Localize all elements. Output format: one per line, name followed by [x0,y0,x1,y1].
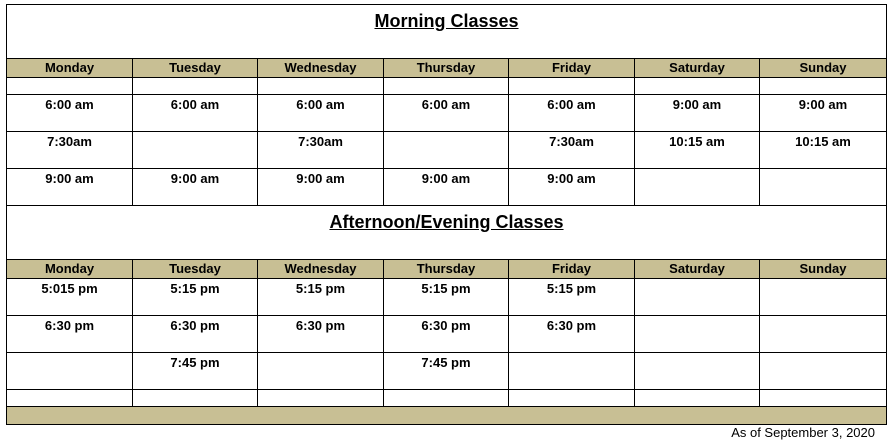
table-row [7,169,887,206]
empty-cell [133,390,258,407]
bottom-bar-row [7,407,887,425]
time-cell [133,132,258,169]
time-cell: 6:30 pm [509,316,635,353]
time-cell: 6:00 am [258,95,384,132]
schedule-table [6,4,887,425]
time-cell: 9:00 am [133,169,258,206]
bottom-bar [7,407,887,425]
spacer-row [7,390,887,407]
time-cell: 10:15 am [635,132,760,169]
day-header: Wednesday [258,59,384,78]
time-cell: 10:15 am [760,132,887,169]
morning-title-cell [7,5,887,59]
empty-cell [7,78,133,95]
time-cell: 7:30am [258,132,384,169]
table-row [7,353,887,390]
time-cell: 6:00 am [133,95,258,132]
time-cell: 5:15 pm [258,279,384,316]
time-cell: 6:30 pm [258,316,384,353]
time-cell: 7:30am [7,132,133,169]
empty-cell [7,390,133,407]
day-header: Thursday [384,260,509,279]
time-cell [635,316,760,353]
morning-title-row [7,5,887,59]
time-cell: 9:00 am [760,95,887,132]
empty-cell [258,78,384,95]
afternoon-title-cell [7,206,887,260]
time-cell [760,316,887,353]
time-cell: 7:45 pm [384,353,509,390]
time-cell [7,353,133,390]
time-cell [635,279,760,316]
time-cell: 6:30 pm [7,316,133,353]
day-header: Wednesday [258,260,384,279]
time-cell: 9:00 am [7,169,133,206]
table-row [7,132,887,169]
morning-title: Morning Classes [374,11,519,31]
empty-cell [133,78,258,95]
morning-day-header-row [7,59,887,78]
day-header: Tuesday [133,59,258,78]
table-row [7,279,887,316]
day-header: Friday [509,260,635,279]
empty-cell [635,390,760,407]
time-cell: 6:30 pm [133,316,258,353]
time-cell [635,353,760,390]
time-cell: 5:15 pm [509,279,635,316]
as-of-date: As of September 3, 2020 [731,425,875,440]
empty-cell [509,390,635,407]
time-cell [760,169,887,206]
time-cell: 6:00 am [7,95,133,132]
day-header: Friday [509,59,635,78]
day-header: Sunday [760,59,887,78]
time-cell [384,132,509,169]
time-cell [760,353,887,390]
empty-cell [258,390,384,407]
time-cell: 5:15 pm [384,279,509,316]
spacer-row [7,78,887,95]
time-cell [509,353,635,390]
time-cell: 5:15 pm [133,279,258,316]
day-header: Monday [7,59,133,78]
time-cell: 6:00 am [384,95,509,132]
time-cell [635,169,760,206]
day-header: Thursday [384,59,509,78]
empty-cell [635,78,760,95]
afternoon-day-header-row [7,260,887,279]
time-cell: 6:30 pm [384,316,509,353]
time-cell: 7:45 pm [133,353,258,390]
day-header: Saturday [635,59,760,78]
time-cell [258,353,384,390]
day-header: Sunday [760,260,887,279]
time-cell: 7:30am [509,132,635,169]
empty-cell [509,78,635,95]
time-cell: 9:00 am [635,95,760,132]
day-header: Tuesday [133,260,258,279]
day-header: Saturday [635,260,760,279]
time-cell: 9:00 am [509,169,635,206]
day-header: Monday [7,260,133,279]
time-cell: 9:00 am [384,169,509,206]
empty-cell [384,78,509,95]
empty-cell [760,390,887,407]
table-row [7,95,887,132]
time-cell: 6:00 am [509,95,635,132]
time-cell [760,279,887,316]
empty-cell [384,390,509,407]
time-cell: 9:00 am [258,169,384,206]
time-cell: 5:015 pm [7,279,133,316]
empty-cell [760,78,887,95]
table-row [7,316,887,353]
afternoon-title-row [7,206,887,260]
afternoon-title: Afternoon/Evening Classes [329,212,564,232]
